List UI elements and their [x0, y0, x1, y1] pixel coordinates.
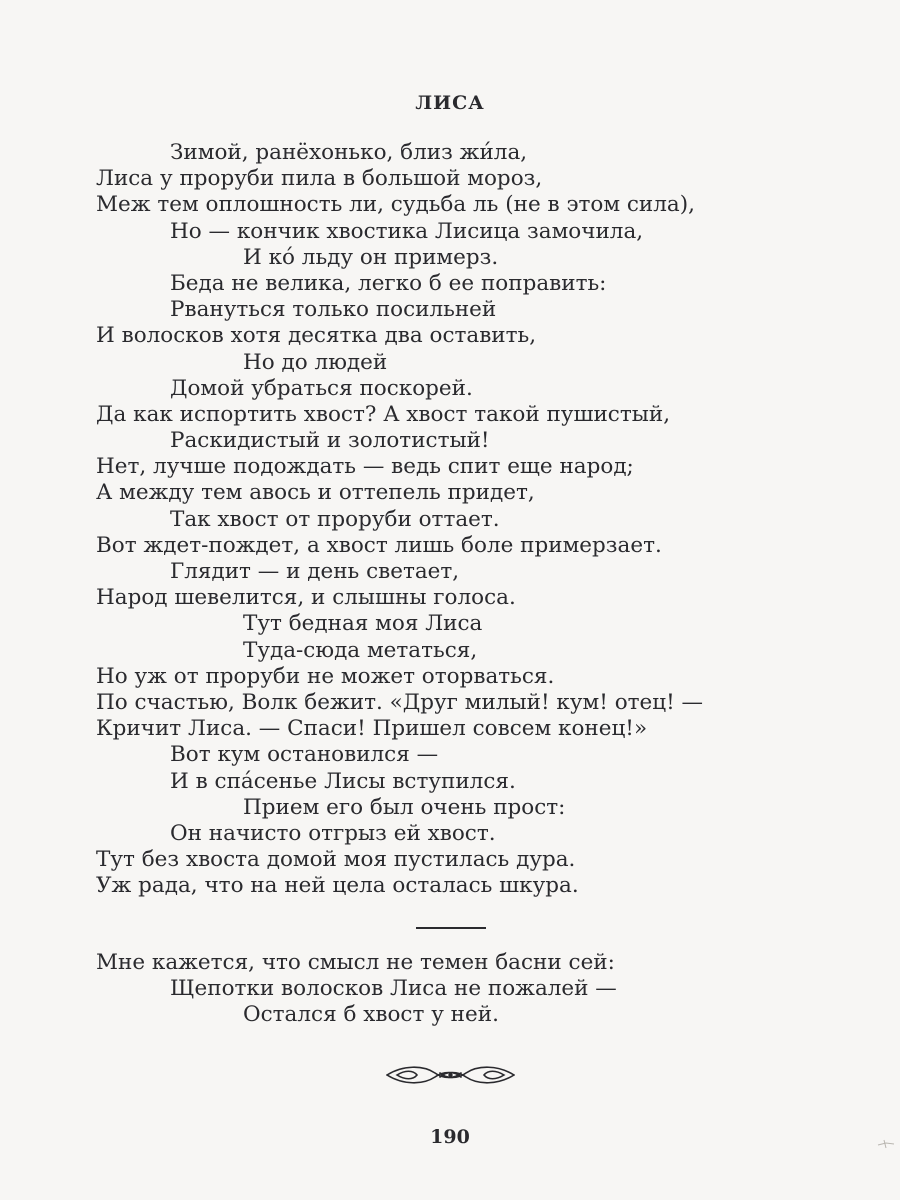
poem-line: Домой убраться поскорей. [170, 375, 473, 401]
poem-line: Глядит — и день светает, [170, 559, 460, 584]
poem-line: По счастью, Волк бежит. «Друг милый! кум! отец! — [96, 689, 704, 715]
poem-line: Так хвост от проруби оттает. [170, 506, 500, 532]
poem-line: Рвануться только посильней [170, 297, 497, 323]
flourish-ornament-icon [383, 1061, 518, 1089]
page-number: 190 [430, 1126, 470, 1148]
moral-line: Остался б хвост у ней. [243, 1002, 499, 1028]
poem-line: Беда не велика, легко б ее поправить: [170, 270, 607, 296]
poem-line: И в спа́сенье Лисы вступился. [170, 768, 516, 794]
poem-line: Лиса у проруби пила в большой мороз, [96, 166, 543, 192]
poem-line: Нет, лучше подождать — ведь спит еще народ; [96, 454, 634, 480]
poem-line: А между тем авось и оттепель придет, [96, 480, 535, 506]
paper-speck-mark [877, 1138, 895, 1150]
poem-line: Народ шевелится, и слышны голоса. [96, 585, 516, 611]
poem-line: Он начисто отгрыз ей хвост. [170, 820, 496, 846]
poem-line: Туда-сюда метаться, [243, 637, 478, 663]
poem-line: Вот кум остановился — [170, 742, 439, 768]
poem-line: Вот ждет-пождет, а хвост лишь боле примерзает. [96, 532, 662, 558]
poem-body [96, 140, 876, 899]
poem-line: Да как испортить хвост? А хвост такой пушистый, [96, 401, 671, 427]
poem-line: И волосков хотя десятка два оставить, [96, 323, 537, 349]
fable-title: ЛИСА [415, 92, 485, 114]
poem-line: Но — кончик хвостика Лисица замочила, [170, 218, 644, 244]
poem-line: Но уж от проруби не может оторваться. [96, 663, 555, 689]
poem-line: Раскидистый и золотистый! [170, 428, 490, 454]
section-divider [416, 927, 486, 929]
moral-line: Щепотки волосков Лиса не пожалей — [170, 976, 617, 1002]
moral-stanza [96, 950, 876, 1029]
poem-line: И ко́ льду он примерз. [243, 244, 499, 270]
moral-line: Мне кажется, что смысл не темен басни сей: [96, 950, 615, 975]
poem-line: Прием его был очень прост: [243, 794, 566, 820]
poem-line: Тут бедная моя Лиса [243, 611, 483, 637]
poem-line: Но до людей [243, 349, 388, 375]
poem-line: Кричит Лиса. — Спаси! Пришел совсем конец!» [96, 716, 648, 742]
poem-line: Меж тем оплошность ли, судьба ль (не в этом сила), [96, 192, 695, 218]
poem-line: Зимой, ранёхонько, близ жи́ла, [170, 140, 528, 165]
poem-line: Уж рада, что на ней цела осталась шкура. [96, 873, 579, 899]
poem-line: Тут без хвоста домой моя пустилась дура. [96, 847, 576, 873]
